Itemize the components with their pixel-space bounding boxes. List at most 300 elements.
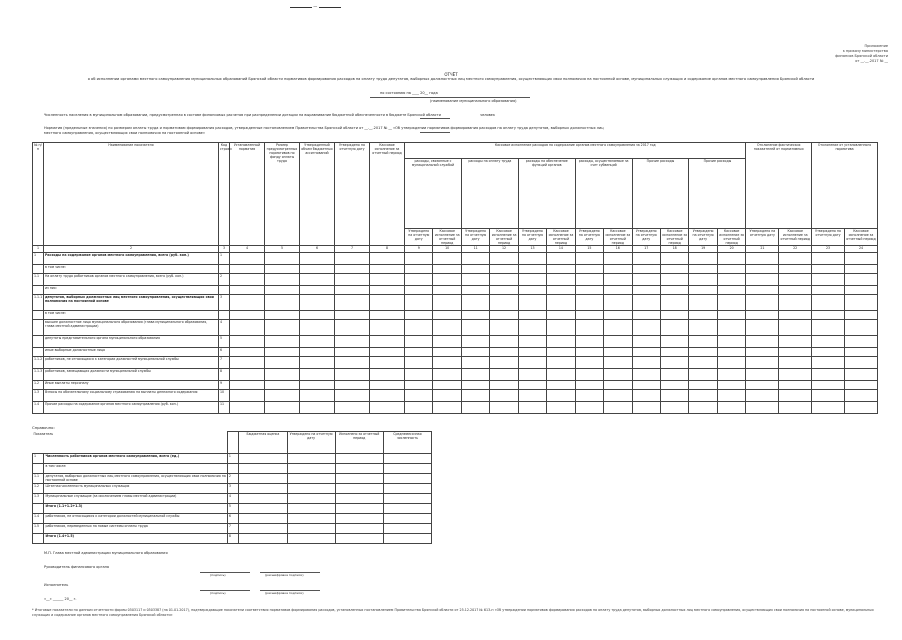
table-cell <box>405 381 433 390</box>
table-cell <box>660 369 688 381</box>
table-cell <box>746 295 779 311</box>
row-label: иные выборные должностные лица <box>43 348 218 357</box>
table-cell <box>689 336 717 348</box>
column-number-row <box>33 246 878 253</box>
corner-line: финансов Брянской области <box>835 54 888 58</box>
table-cell <box>490 265 518 274</box>
table-row <box>33 534 432 544</box>
table-cell <box>229 336 264 348</box>
table-cell <box>264 369 299 381</box>
row-number: 1.2 <box>33 381 44 390</box>
table-cell <box>575 265 603 274</box>
table-cell <box>547 265 575 274</box>
table-cell <box>335 311 370 320</box>
row-code: 6 <box>227 514 238 524</box>
table-cell <box>812 402 845 414</box>
table-cell <box>844 381 877 390</box>
column-number: 6 <box>299 246 334 253</box>
table-cell <box>660 265 688 274</box>
table-cell <box>264 348 299 357</box>
table-cell <box>632 265 660 274</box>
table-cell <box>433 311 461 320</box>
row-label: в том числе: <box>43 265 218 274</box>
table-cell <box>229 381 264 390</box>
reference-table <box>32 431 432 544</box>
table-cell <box>779 402 812 414</box>
corner-line: Приложение <box>864 44 888 48</box>
row-number: 1.3 <box>33 494 44 504</box>
table-row <box>33 265 878 274</box>
table-cell <box>779 336 812 348</box>
table-cell <box>779 274 812 286</box>
row-label: в том числе: <box>44 464 227 474</box>
table-cell <box>547 253 575 265</box>
row-code: 1 <box>219 253 230 265</box>
table-cell <box>604 381 632 390</box>
table-cell <box>518 348 546 357</box>
table-cell <box>604 357 632 369</box>
table-cell <box>490 390 518 402</box>
table-cell <box>433 336 461 348</box>
table-cell <box>433 357 461 369</box>
row-code: 1 <box>227 454 238 464</box>
row-number <box>33 464 44 474</box>
table-cell <box>604 253 632 265</box>
table-cell <box>632 274 660 286</box>
table-cell <box>264 295 299 311</box>
table-cell <box>335 265 370 274</box>
table-cell <box>433 348 461 357</box>
table-cell <box>746 336 779 348</box>
report-date-line: по состоянию на ____ 20__ года <box>380 91 438 95</box>
table-cell <box>717 381 746 390</box>
row-code: 3 <box>219 295 230 311</box>
table-cell <box>490 295 518 311</box>
table-cell <box>632 402 660 414</box>
table-cell <box>433 274 461 286</box>
table-cell <box>433 265 461 274</box>
table-cell <box>575 402 603 414</box>
ref-header-approved: Утверждено на отчетную дату <box>287 432 335 454</box>
table-cell <box>264 253 299 265</box>
table-cell <box>405 253 433 265</box>
table-cell <box>689 348 717 357</box>
table-cell <box>689 295 717 311</box>
row-number: 1.5 <box>33 524 44 534</box>
table-cell <box>689 320 717 336</box>
signature-head: М.П. Глава местной администрации муниципального образования <box>44 551 168 555</box>
table-row <box>33 253 878 265</box>
row-code: 4 <box>219 320 230 336</box>
table-row <box>33 311 878 320</box>
table-cell <box>490 311 518 320</box>
row-label: Итого (1.4+1.5) <box>44 534 227 544</box>
table-cell <box>547 369 575 381</box>
table-cell <box>604 311 632 320</box>
row-number: 1.4 <box>33 402 44 414</box>
table-cell <box>264 286 299 295</box>
table-cell <box>844 336 877 348</box>
row-number <box>33 286 44 295</box>
table-cell <box>383 524 431 534</box>
table-cell <box>844 286 877 295</box>
table-cell <box>287 474 335 484</box>
row-number: 1.4 <box>33 514 44 524</box>
table-cell <box>518 369 546 381</box>
table-cell <box>689 369 717 381</box>
table-cell <box>632 311 660 320</box>
table-cell <box>547 320 575 336</box>
table-cell <box>287 464 335 474</box>
table-cell <box>370 348 405 357</box>
column-number: 14 <box>547 246 575 253</box>
table-cell <box>717 311 746 320</box>
table-cell <box>746 265 779 274</box>
signature-executor: Исполнитель <box>44 583 69 587</box>
table-cell <box>812 295 845 311</box>
table-cell <box>461 295 489 311</box>
table-cell <box>370 311 405 320</box>
table-row <box>33 524 432 534</box>
row-code <box>227 464 238 474</box>
row-label: работников, переведенных на новые системы оплаты труда <box>44 524 227 534</box>
header-sub: Кассовое исполнение за отчетный период <box>779 229 812 246</box>
table-cell <box>812 265 845 274</box>
table-cell <box>383 504 431 514</box>
table-cell <box>461 369 489 381</box>
table-cell <box>779 286 812 295</box>
table-cell <box>575 348 603 357</box>
table-cell <box>335 357 370 369</box>
table-cell <box>299 390 334 402</box>
table-cell <box>632 357 660 369</box>
table-cell <box>405 336 433 348</box>
table-row <box>33 494 432 504</box>
table-cell <box>717 265 746 274</box>
header-sub: Кассовое исполнение за отчетный период <box>719 229 744 245</box>
row-number <box>33 504 44 514</box>
table-cell <box>812 381 845 390</box>
form-title: ОТЧЁТ <box>444 72 458 77</box>
corner-line: от __.__.2017 № __ <box>855 59 888 63</box>
table-cell <box>239 474 287 484</box>
table-cell <box>547 381 575 390</box>
header-sub: Утверждено на отчетную дату <box>461 229 489 246</box>
table-cell <box>287 454 335 464</box>
table-cell <box>812 274 845 286</box>
row-label: Расходы на содержание органов местного самоуправления, всего (руб. коп.) <box>43 253 218 265</box>
table-cell <box>490 274 518 286</box>
column-number: 18 <box>660 246 688 253</box>
table-cell <box>229 311 264 320</box>
table-row <box>33 474 432 484</box>
table-cell <box>717 369 746 381</box>
divider <box>420 118 450 119</box>
norm-note: Норматив (предельные значения) по размерам оплаты труда и нормативам формирования расходов, утвержденные постановлением Правительства Брянской области от __.__.2017 № __ «Об утверждении нормативов формирования расходов на оплату труда депутатов, выборных должностных лиц местного самоуправления, осуществляющих свои полномочия на постоянной основе» <box>44 126 604 135</box>
row-number: 1.1.1 <box>33 295 44 311</box>
table-cell <box>287 494 335 504</box>
table-cell <box>335 402 370 414</box>
header-no: № п/п <box>33 143 44 246</box>
table-row <box>33 390 878 402</box>
table-cell <box>299 274 334 286</box>
form-description: о об исполнении органами местного самоуправления муниципальных образований Брянской области нормативов формирования расходов на оплату труда депутатов, выборных должностных лиц местного самоуправления, осуществляющих свои полномочия на постоянной основе, муниципальных служащих и содержание органов местного самоуправления Брянской области <box>87 77 815 81</box>
table-cell <box>604 320 632 336</box>
decode-hint: (расшифровка подписи) <box>265 573 304 577</box>
table-cell <box>717 253 746 265</box>
table-cell <box>632 295 660 311</box>
table-cell <box>461 357 489 369</box>
table-cell <box>383 534 431 544</box>
sign-hint: (подпись) <box>210 591 226 595</box>
table-cell <box>335 524 383 534</box>
column-number: 7 <box>335 246 370 253</box>
table-cell <box>287 514 335 524</box>
header-sub: Кассовое исполнение за отчетный период <box>605 229 631 245</box>
row-code: 7 <box>219 357 230 369</box>
header-sub: Утверждено на отчетную дату <box>575 229 603 246</box>
table-cell <box>239 534 287 544</box>
row-number: 1.1.2 <box>33 357 44 369</box>
table-cell <box>461 381 489 390</box>
table-cell <box>461 336 489 348</box>
table-cell <box>370 357 405 369</box>
table-cell <box>518 274 546 286</box>
table-cell <box>717 402 746 414</box>
municipality-caption: (наименование муниципального образования) <box>430 99 517 103</box>
header-sub: Кассовое исполнение за отчетный период <box>491 229 517 245</box>
table-row <box>33 381 878 390</box>
table-cell <box>717 286 746 295</box>
row-label: из них: <box>43 286 218 295</box>
table-cell <box>229 390 264 402</box>
table-cell <box>461 320 489 336</box>
row-label: Численность работников органов местного самоуправления, всего (ед.) <box>44 454 227 464</box>
table-cell <box>660 357 688 369</box>
table-cell <box>335 381 370 390</box>
column-number: 20 <box>717 246 746 253</box>
table-cell <box>490 320 518 336</box>
table-cell <box>575 369 603 381</box>
column-number: 19 <box>689 246 717 253</box>
table-cell <box>844 265 877 274</box>
table-cell <box>779 348 812 357</box>
row-code: 6 <box>219 348 230 357</box>
table-cell <box>229 402 264 414</box>
table-cell <box>717 357 746 369</box>
table-row <box>33 348 878 357</box>
row-code: 3 <box>227 484 238 494</box>
table-cell <box>632 253 660 265</box>
approval-corner <box>835 44 888 64</box>
table-cell <box>299 369 334 381</box>
table-cell <box>239 524 287 534</box>
table-cell <box>433 381 461 390</box>
table-cell <box>779 311 812 320</box>
row-number: 1 <box>33 454 44 464</box>
table-cell <box>575 295 603 311</box>
table-cell <box>518 295 546 311</box>
table-cell <box>335 464 383 474</box>
table-cell <box>689 311 717 320</box>
top-stamp: — <box>290 4 341 9</box>
table-cell <box>433 369 461 381</box>
table-cell <box>287 504 335 514</box>
table-cell <box>299 348 334 357</box>
table-cell <box>370 286 405 295</box>
table-cell <box>547 357 575 369</box>
table-cell <box>370 320 405 336</box>
table-cell <box>575 311 603 320</box>
table-cell <box>264 274 299 286</box>
table-cell <box>660 336 688 348</box>
header-indicator: Наименование показателя <box>43 143 218 246</box>
table-cell <box>383 514 431 524</box>
table-cell <box>461 274 489 286</box>
table-cell <box>575 253 603 265</box>
table-cell <box>660 390 688 402</box>
row-number <box>33 534 44 544</box>
column-number: 1 <box>33 246 44 253</box>
table-row <box>33 504 432 514</box>
table-row <box>33 464 432 474</box>
header-right-group1: Отклонение фактических показателей от нормативных <box>746 143 812 229</box>
table-cell <box>370 381 405 390</box>
table-cell <box>632 348 660 357</box>
column-number: 12 <box>490 246 518 253</box>
table-cell <box>405 311 433 320</box>
table-row <box>33 320 878 336</box>
table-cell <box>660 311 688 320</box>
table-cell <box>490 286 518 295</box>
table-cell <box>461 265 489 274</box>
table-cell <box>689 390 717 402</box>
column-number: 21 <box>746 246 779 253</box>
row-code: 4 <box>227 494 238 504</box>
table-cell <box>490 402 518 414</box>
table-cell <box>264 402 299 414</box>
table-cell <box>844 320 877 336</box>
table-cell <box>490 253 518 265</box>
table-cell <box>779 253 812 265</box>
table-cell <box>518 381 546 390</box>
row-code: 7 <box>227 524 238 534</box>
table-cell <box>746 357 779 369</box>
row-code <box>219 286 230 295</box>
table-cell <box>370 336 405 348</box>
table-cell <box>405 295 433 311</box>
table-cell <box>335 474 383 484</box>
table-cell <box>335 320 370 336</box>
table-cell <box>844 311 877 320</box>
table-cell <box>575 336 603 348</box>
table-cell <box>844 295 877 311</box>
table-cell <box>229 274 264 286</box>
table-cell <box>746 381 779 390</box>
header-sub: Кассовое исполнение за отчетный период <box>434 229 460 245</box>
table-cell <box>405 320 433 336</box>
table-cell <box>812 320 845 336</box>
table-cell <box>299 357 334 369</box>
main-report-table <box>32 142 878 414</box>
population-unit: человек <box>480 113 495 117</box>
row-number: 1 <box>33 253 44 265</box>
table-cell <box>746 253 779 265</box>
table-cell <box>604 274 632 286</box>
table-cell <box>239 494 287 504</box>
table-cell <box>812 348 845 357</box>
signature-finance: Руководитель финансового органа <box>44 565 110 569</box>
table-cell <box>229 286 264 295</box>
row-code: 10 <box>219 390 230 402</box>
row-label: Итого (1.1+1.2+1.3) <box>44 504 227 514</box>
header-sub: Кассовое исполнение за отчетный период <box>548 229 574 245</box>
table-cell <box>746 369 779 381</box>
table-cell <box>264 320 299 336</box>
header-g5: Прочие расходы <box>632 159 689 229</box>
table-cell <box>812 311 845 320</box>
table-cell <box>632 336 660 348</box>
table-cell <box>575 274 603 286</box>
table-cell <box>575 320 603 336</box>
table-cell <box>604 402 632 414</box>
table-cell <box>844 274 877 286</box>
column-number: 9 <box>405 246 433 253</box>
row-number: 1.1.3 <box>33 369 44 381</box>
table-cell <box>779 369 812 381</box>
table-cell <box>335 484 383 494</box>
table-cell <box>335 534 383 544</box>
header-sub: Утверждено на отчетную дату <box>405 229 433 246</box>
ref-header-indicator: Показатель <box>33 431 54 436</box>
table-cell <box>575 357 603 369</box>
table-cell <box>632 286 660 295</box>
row-label: в том числе: <box>43 311 218 320</box>
row-label: Взносы по обязательному социальному страхованию на выплаты денежного содержания <box>43 390 218 402</box>
table-cell <box>299 253 334 265</box>
table-cell <box>299 320 334 336</box>
table-cell <box>433 402 461 414</box>
table-row <box>33 295 878 311</box>
table-cell <box>779 320 812 336</box>
table-cell <box>689 265 717 274</box>
row-number <box>33 311 44 320</box>
table-cell <box>746 274 779 286</box>
row-label: На оплату труда работников органов местного самоуправления, всего (руб. коп.) <box>43 274 218 286</box>
row-code: 5 <box>227 504 238 514</box>
table-cell <box>632 381 660 390</box>
header-group: Кассовое исполнение расходов на содержание органов местного самоуправления за 2017 год <box>405 143 746 159</box>
table-cell <box>287 484 335 494</box>
table-cell <box>264 390 299 402</box>
ref-header-headcount: Среднемесячная численность <box>383 432 431 454</box>
table-cell <box>264 336 299 348</box>
table-cell <box>518 265 546 274</box>
table-cell <box>746 348 779 357</box>
table-cell <box>844 357 877 369</box>
table-row <box>33 402 878 414</box>
table-cell <box>370 265 405 274</box>
table-cell <box>370 402 405 414</box>
table-cell <box>405 286 433 295</box>
table-cell <box>461 390 489 402</box>
column-number: 2 <box>43 246 218 253</box>
table-cell <box>604 336 632 348</box>
table-cell <box>461 253 489 265</box>
header-sub: Утверждено на отчетную дату <box>518 229 546 246</box>
table-cell <box>405 274 433 286</box>
table-cell <box>229 265 264 274</box>
